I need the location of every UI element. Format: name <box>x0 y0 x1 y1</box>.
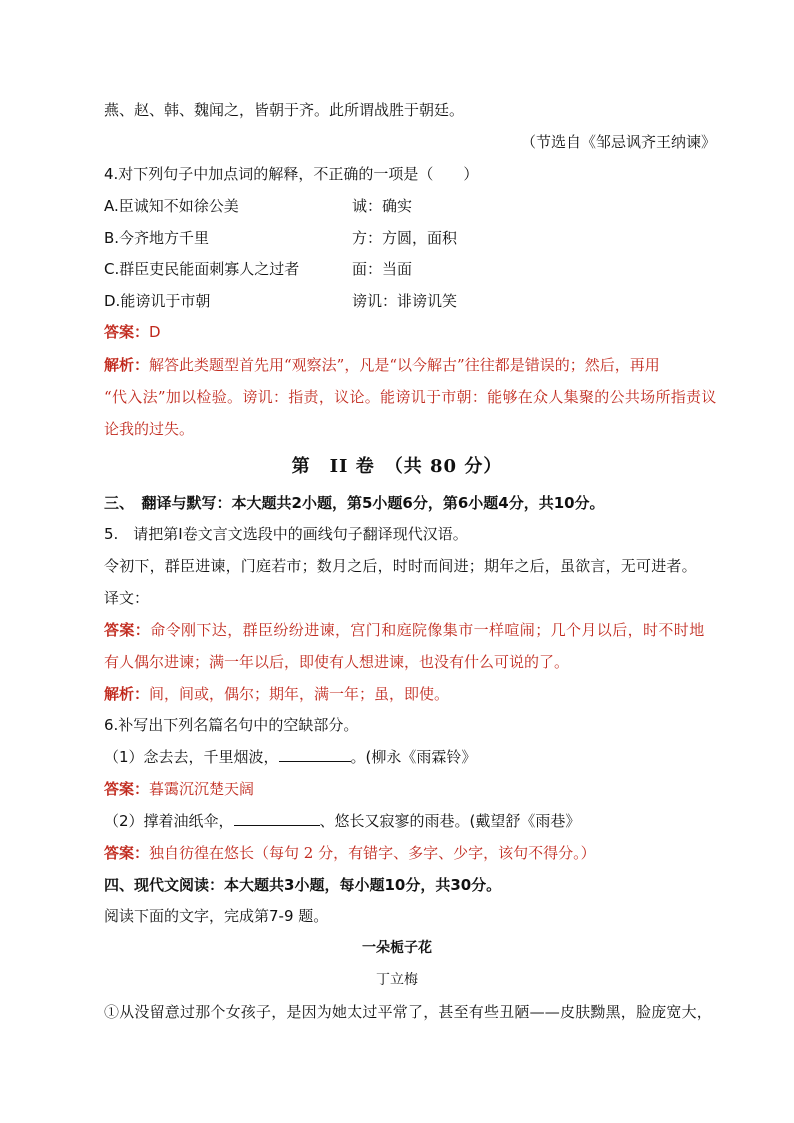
essay-title: 一朵栀子花 <box>362 940 432 956</box>
q4-option-a <box>104 196 724 216</box>
q4-analysis-line-2: “代入法”加以检验。谤讥：指责，议论。能谤讥于市朝：能够在众人集聚的公共场所指责议 <box>104 388 717 406</box>
q4-option-d-def: 谤讥：诽谤讥笑 <box>352 292 458 310</box>
q5-stem: 5. 请把第I卷文言文选段中的画线句子翻译现代汉语。 <box>104 525 468 543</box>
option-label: A.臣诚知不如徐公美 <box>104 197 239 215</box>
q5-answer-line-1 <box>104 620 724 640</box>
q6-1-pre: （1）念去去，千里烟波， <box>104 748 279 766</box>
answer-value: D <box>149 323 161 341</box>
answer-text: 暮霭沉沉楚天阔 <box>149 780 255 798</box>
q5-analysis <box>104 684 724 704</box>
q4-stem: 4.对下列句子中加点词的解释，不正确的一项是（ ） <box>104 165 479 183</box>
analysis-text: 解答此类题型首先用“观察法”，凡是“以今解古”往往都是错误的；然后，再用 <box>149 356 660 374</box>
q6-1-answer <box>104 779 724 799</box>
q4-option-c-def: 面：当面 <box>352 260 413 278</box>
answer-text: 命令刚下达，群臣纷纷进谏，宫门和庭院像集市一样喧闹；几个月以后，时不时地 <box>150 621 705 639</box>
q6-stem: 6.补写出下列名篇名句中的空缺部分。 <box>104 716 359 734</box>
q4-option-b-def: 方：方圆，面积 <box>352 229 458 247</box>
answer-label: 答案： <box>104 844 150 862</box>
q5-sentence: 令初下，群臣进谏，门庭若市；数月之后，时时而间进；期年之后，虽欲言，无可进者。 <box>104 557 697 575</box>
q6-1 <box>104 747 724 767</box>
q4-analysis-line-1 <box>104 355 724 375</box>
part3-title: 三、 翻译与默写：本大题共2小题，第5小题6分，第6小题4分，共10分。 <box>104 494 605 512</box>
option-label: B.今齐地方千里 <box>104 229 210 247</box>
q6-2 <box>104 811 724 831</box>
answer-label: 答案： <box>104 780 150 798</box>
part4-instruction: 阅读下面的文字，完成第7-9 题。 <box>104 907 329 925</box>
source-note: （节选自《邹忌讽齐王纳谏》 <box>520 133 716 151</box>
section-2-title: 第 II 卷 （共 80 分） <box>291 456 503 477</box>
fill-blank <box>234 811 320 826</box>
analysis-label: 解析： <box>104 685 150 703</box>
q4-answer <box>104 322 724 342</box>
fill-blank <box>279 747 351 762</box>
q6-2-answer <box>104 843 724 863</box>
answer-label: 答案： <box>104 621 151 639</box>
part4-title: 四、现代文阅读：本大题共3小题，每小题10分，共30分。 <box>104 876 502 894</box>
analysis-text: 间，间或，偶尔；期年，满一年；虽，即使。 <box>149 685 450 703</box>
answer-text: 独自彷徨在悠长（每句 2 分，有错字、多字、少字，该句不得分。） <box>149 844 596 862</box>
q4-option-a-def: 诚：确实 <box>352 197 413 215</box>
q6-2-post: 、悠长又寂寥的雨巷。(戴望舒《雨巷》 <box>319 812 581 830</box>
analysis-label: 解析： <box>104 356 150 374</box>
q5-answer-line-2: 有人偶尔进谏；满一年以后，即使有人想进谏，也没有什么可说的了。 <box>104 653 570 671</box>
q4-analysis-line-3: 论我的过失。 <box>104 420 195 438</box>
q4-option-c <box>104 259 724 279</box>
option-label: D.能谤讥于市朝 <box>104 292 211 310</box>
answer-label: 答案： <box>104 323 150 341</box>
q6-2-pre: （2）撑着油纸伞， <box>104 812 234 830</box>
q6-1-post: 。(柳永《雨霖铃》 <box>350 748 477 766</box>
translate-label: 译文： <box>104 589 150 607</box>
option-label: C.群臣吏民能面刺寡人之过者 <box>104 260 300 278</box>
essay-paragraph-1: ①从没留意过那个女孩子，是因为她太过平常了，甚至有些丑陋——皮肤黝黑，脸庞宽大， <box>104 1003 713 1021</box>
passage-tail: 燕、赵、韩、魏闻之，皆朝于齐。此所谓战胜于朝廷。 <box>104 101 465 119</box>
essay-author: 丁立梅 <box>376 972 418 988</box>
